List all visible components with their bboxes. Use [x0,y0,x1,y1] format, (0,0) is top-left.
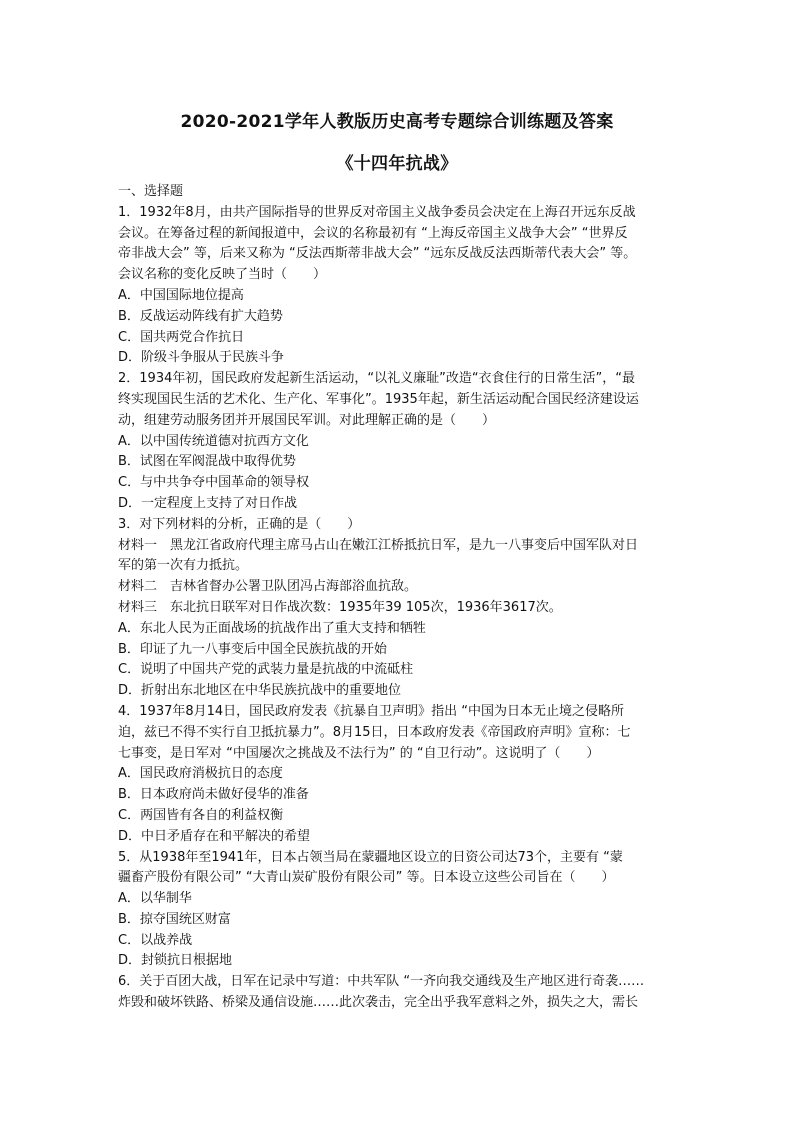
text-line: D．中日矛盾存在和平解决的希望 [118,828,311,844]
text-line: 动，组建劳动服务团并开展国民军训。对此理解正确的是（ ） [118,412,496,428]
text-line: D．折射出东北地区在中华民族抗战中的重要地位 [118,683,402,699]
text-line: A．中国国际地位提高 [118,287,244,303]
text-line: 终实现国民生活的艺术化、生产化、军事化”。1935年起，新生活运动配合国民经济建设运 [118,391,639,407]
text-line: B．印证了九一八事变后中国全民族抗战的开始 [118,641,387,657]
text-line: 材料三 东北抗日联军对日作战次数：1935年39 105次，1936年3617次。 [118,599,562,615]
text-line: C．国共两党合作抗日 [118,329,245,345]
text-line: 会议。在筹备过程的新闻报道中，会议的名称最初有 “上海反帝国主义战争大会” “世界反 [118,225,628,241]
text-line: 材料一 黑龙江省政府代理主席马占山在嫩江江桥抵抗日军，是九一八事变后中国军队对日 [118,537,639,553]
text-line: D．阶级斗争服从于民族斗争 [118,350,285,366]
text-line: A．以华制华 [118,891,192,907]
text-line: 帝非战大会” 等，后来又称为 “反法西斯蒂非战大会” “远东反战反法西斯蒂代表大会” 等。 [118,246,637,262]
text-line: 5．从1938年至1941年，日本占领当局在蒙疆地区设立的日资公司达73个，主要有 “蒙 [118,849,623,865]
text-line: 会议名称的变化反映了当时（ ） [118,267,327,283]
text-line: 炸毁和破坏铁路、桥梁及通信设施……此次袭击，完全出乎我军意料之外，损失之大，需长 [118,995,639,1011]
text-line: B．掠夺国统区财富 [118,911,231,927]
text-line: 3．对下列材料的分析，正确的是（ ） [118,516,361,532]
text-line: C．说明了中国共产党的武装力量是抗战的中流砥柱 [118,662,414,678]
text-line: 七事变，是日军对 “中国屡次之挑战及不法行为” 的 “自卫行动”。这说明了（ ） [118,745,600,761]
text-line: C．两国皆有各自的利益权衡 [118,807,284,823]
text-line: B．反战运动阵线有扩大趋势 [118,308,283,324]
text-line: D．封锁抗日根据地 [118,953,233,969]
text-line: D．一定程度上支持了对日作战 [118,495,298,511]
document-title: 2020-2021学年人教版历史高考专题综合训练题及答案 [180,112,614,132]
document-body [118,182,678,1014]
text-line: 军的第一次有力抵抗。 [118,558,249,574]
text-line: 疆畜产股份有限公司” “大青山炭矿股份有限公司” 等。日本设立这些公司旨在（ ） [118,870,615,886]
text-line: C．与中共争夺中国革命的领导权 [118,475,310,491]
text-line: 2．1934年初，国民政府发起新生活运动，“以礼义廉耻”改造“衣食住行的日常生活”，“最 [118,371,636,387]
text-line: 4．1937年8月14日，国民政府发表《抗暴自卫声明》指出 “中国为日本无止境之侵略所 [118,703,625,719]
text-line: A．以中国传统道德对抗西方文化 [118,433,309,449]
text-line: 6．关于百团大战，日军在记录中写道：中共军队 “一齐向我交通线及生产地区进行奇袭…… [118,974,645,990]
text-line: 迫，兹已不得不实行自卫抵抗暴力”。8月15日，日本政府发表《帝国政府声明》宣称：七 [118,724,631,740]
text-line: B．试图在军阀混战中取得优势 [118,454,296,470]
text-line: 1．1932年8月，由共产国际指导的世界反对帝国主义战争委员会决定在上海召开远东反战 [118,204,636,220]
text-line: 材料二 吉林省督办公署卫队团冯占海部浴血抗敌。 [118,579,418,595]
document-subtitle: 《十四年抗战》 [336,154,458,174]
text-line: A．东北人民为正面战场的抗战作出了重大支持和牺牲 [118,620,426,636]
text-line: B．日本政府尚未做好侵华的准备 [118,787,309,803]
text-line: 一、选择题 [118,184,184,199]
text-line: A．国民政府消极抗日的态度 [118,766,283,782]
text-line: C．以战养战 [118,932,193,948]
